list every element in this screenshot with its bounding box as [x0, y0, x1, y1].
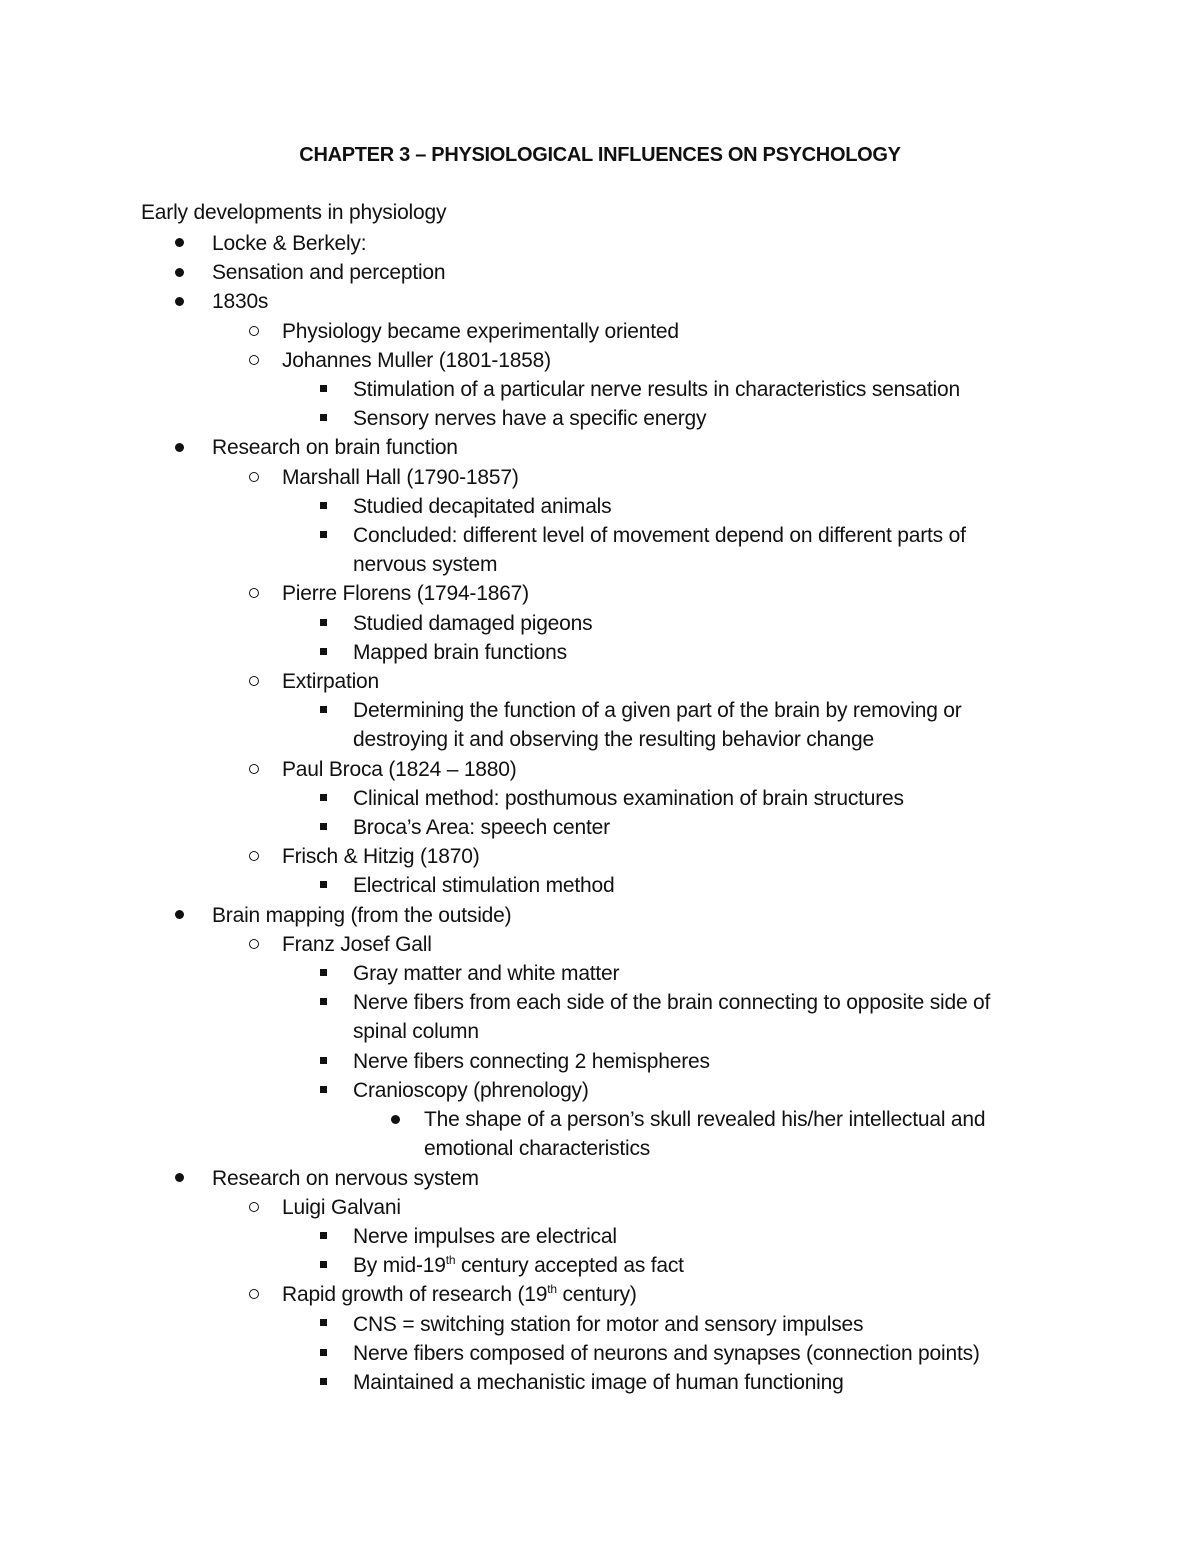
list-item: Nerve fibers composed of neurons and synapses (connection points) [0, 1339, 1200, 1368]
square-bullet-icon [313, 404, 333, 433]
bullet-icon [169, 433, 189, 462]
bullet-icon [385, 1105, 405, 1134]
square-bullet-icon [313, 871, 333, 900]
list-item: Clinical method: posthumous examination of brain structures [0, 784, 1200, 813]
square-bullet-icon [313, 1076, 333, 1105]
square-bullet-icon [313, 1251, 333, 1280]
list-item: Gray matter and white matter [0, 959, 1200, 988]
list-item: Sensation and perception [0, 258, 1200, 287]
list-item: Cranioscopy (phrenology) [0, 1076, 1200, 1105]
circle-bullet-icon [244, 667, 264, 696]
document-title: CHAPTER 3 – PHYSIOLOGICAL INFLUENCES ON PSYCHOLOGY [299, 144, 901, 166]
list-item: Nerve impulses are electrical [0, 1222, 1200, 1251]
list-item: Brain mapping (from the outside) [0, 901, 1200, 930]
list-item: Nerve fibers from each side of the brain connecting to opposite side of spinal column [0, 988, 1200, 1046]
list-item: Broca’s Area: speech center [0, 813, 1200, 842]
bullet-icon [169, 287, 189, 316]
square-bullet-icon [313, 375, 333, 404]
list-item: Luigi Galvani [0, 1193, 1200, 1222]
circle-bullet-icon [244, 1280, 264, 1309]
circle-bullet-icon [244, 346, 264, 375]
list-item: Paul Broca (1824 – 1880) [0, 755, 1200, 784]
square-bullet-icon [313, 492, 333, 521]
list-item: CNS = switching station for motor and sensory impulses [0, 1310, 1200, 1339]
circle-bullet-icon [244, 755, 264, 784]
list-item: Marshall Hall (1790-1857) [0, 463, 1200, 492]
square-bullet-icon [313, 609, 333, 638]
circle-bullet-icon [244, 463, 264, 492]
square-bullet-icon [313, 521, 333, 550]
list-item: Maintained a mechanistic image of human functioning [0, 1368, 1200, 1397]
list-item: Studied damaged pigeons [0, 609, 1200, 638]
square-bullet-icon [313, 1222, 333, 1251]
list-item: Nerve fibers connecting 2 hemispheres [0, 1047, 1200, 1076]
square-bullet-icon [313, 1368, 333, 1397]
list-item: Frisch & Hitzig (1870) [0, 842, 1200, 871]
bullet-icon [169, 229, 189, 258]
list-item: Research on nervous system [0, 1164, 1200, 1193]
square-bullet-icon [313, 1310, 333, 1339]
list-item: Physiology became experimentally oriented [0, 317, 1200, 346]
list-item: Locke & Berkely: [0, 229, 1200, 258]
list-item: Pierre Florens (1794-1867) [0, 579, 1200, 608]
section-heading: Early developments in physiology [141, 201, 447, 224]
bullet-icon [169, 901, 189, 930]
circle-bullet-icon [244, 930, 264, 959]
square-bullet-icon [313, 1047, 333, 1076]
circle-bullet-icon [244, 842, 264, 871]
square-bullet-icon [313, 638, 333, 667]
list-item: Mapped brain functions [0, 638, 1200, 667]
square-bullet-icon [313, 813, 333, 842]
bullet-icon [169, 258, 189, 287]
list-item: Sensory nerves have a specific energy [0, 404, 1200, 433]
list-item: Research on brain function [0, 433, 1200, 462]
list-item: The shape of a person’s skull revealed his/her intellectual and emotional characteristics [0, 1105, 1200, 1163]
square-bullet-icon [313, 988, 333, 1017]
square-bullet-icon [313, 784, 333, 813]
list-item: Concluded: different level of movement depend on different parts of nervous system [0, 521, 1200, 579]
list-item: Extirpation [0, 667, 1200, 696]
list-item: Rapid growth of research (19th century) [0, 1280, 1200, 1309]
list-item: By mid-19th century accepted as fact [0, 1251, 1200, 1280]
circle-bullet-icon [244, 317, 264, 346]
outline-list [0, 229, 1200, 1397]
list-item: Determining the function of a given part of the brain by removing or destroying it and observing the resulting behavior change [0, 696, 1200, 754]
list-item: Studied decapitated animals [0, 492, 1200, 521]
square-bullet-icon [313, 959, 333, 988]
circle-bullet-icon [244, 579, 264, 608]
list-item: Johannes Muller (1801-1858) [0, 346, 1200, 375]
square-bullet-icon [313, 1339, 333, 1368]
bullet-icon [169, 1164, 189, 1193]
square-bullet-icon [313, 696, 333, 725]
list-item: Franz Josef Gall [0, 930, 1200, 959]
circle-bullet-icon [244, 1193, 264, 1222]
list-item: 1830s [0, 287, 1200, 316]
list-item: Stimulation of a particular nerve results in characteristics sensation [0, 375, 1200, 404]
list-item: Electrical stimulation method [0, 871, 1200, 900]
